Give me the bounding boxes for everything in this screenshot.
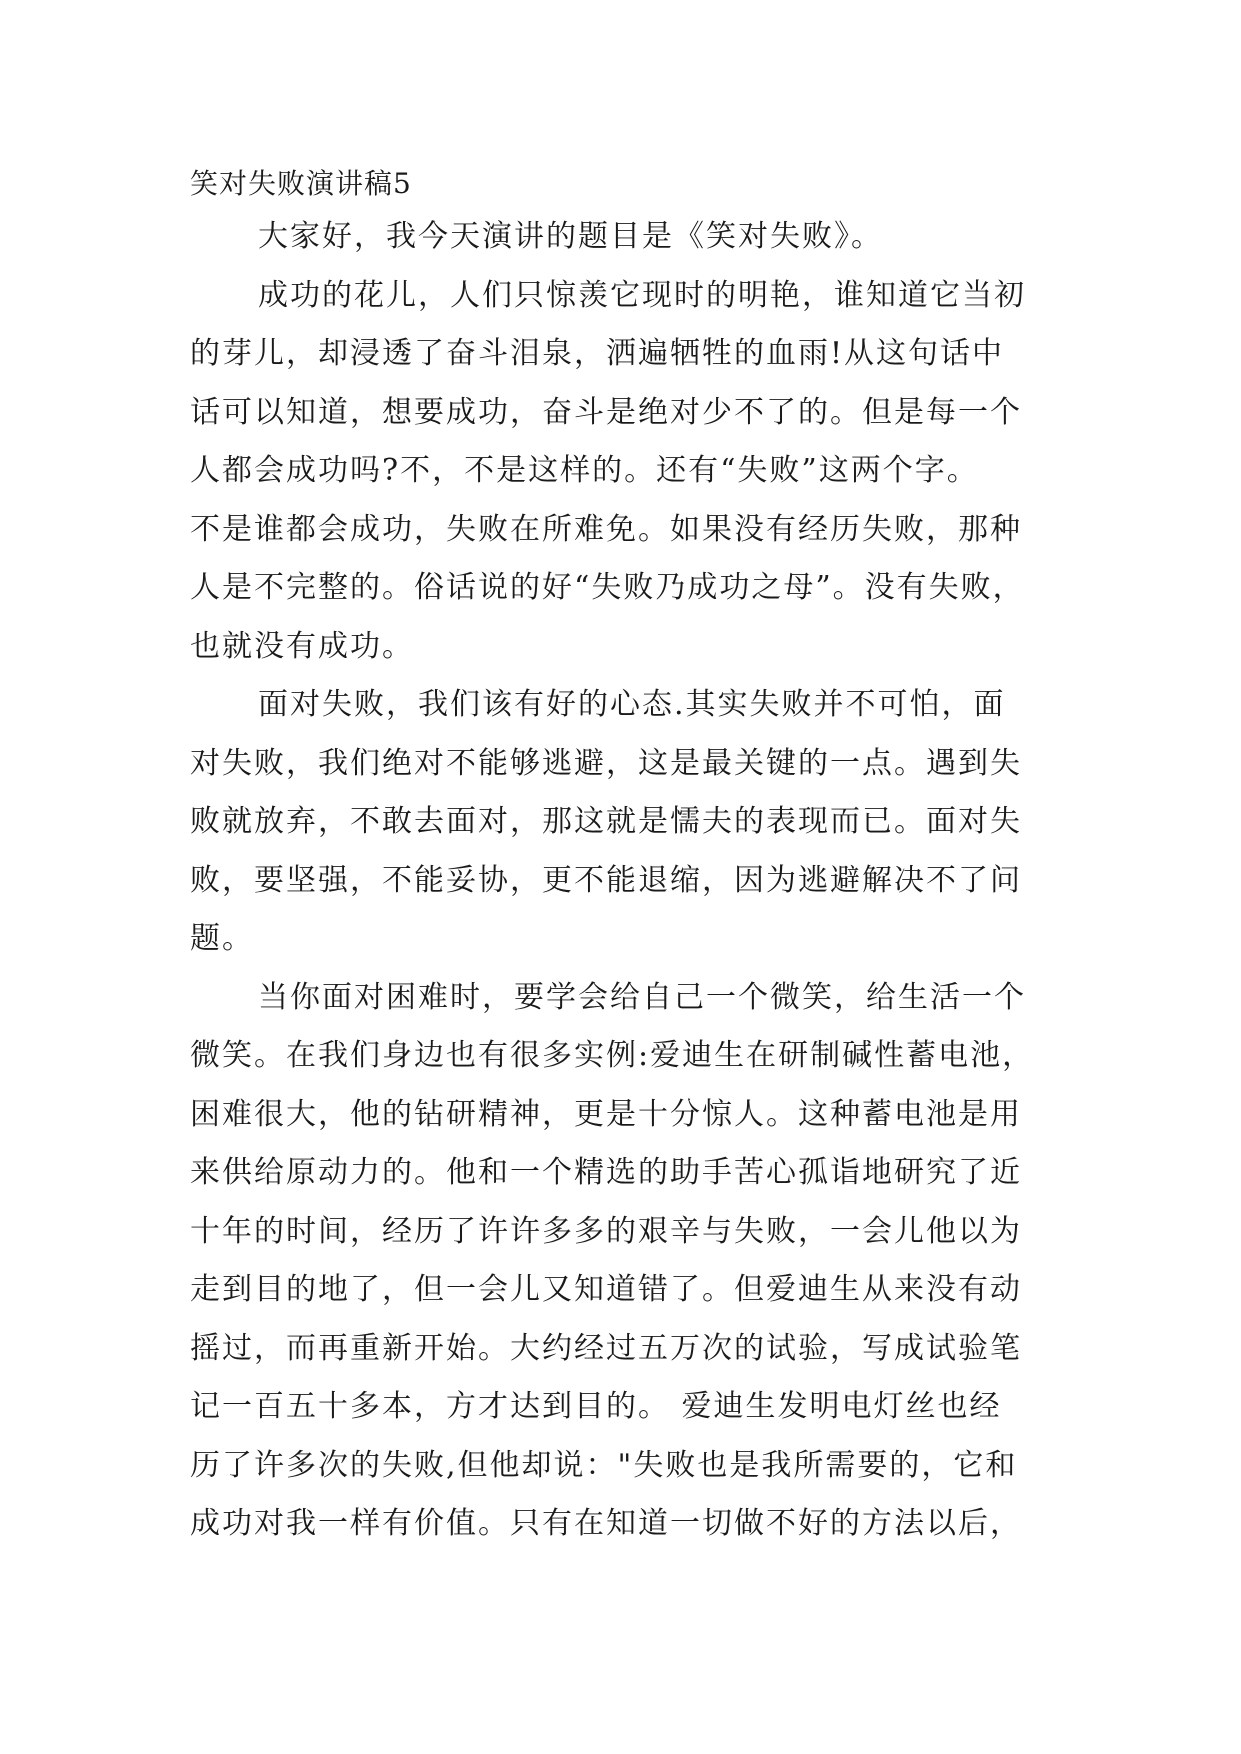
text-line: 人都会成功吗?不，不是这样的。还有“失败”这两个字。	[190, 453, 979, 488]
text-line: 败就放弃，不敢去面对，那这就是懦夫的表现而已。面对失	[190, 804, 1022, 839]
document-page	[190, 160, 1060, 1554]
text-line: 摇过，而再重新开始。大约经过五万次的试验，写成试验笔	[190, 1330, 1022, 1366]
text-line: 困难很大，他的钻研精神，更是十分惊人。这种蓄电池是用	[190, 1096, 1022, 1132]
text-line: 题。	[190, 921, 254, 956]
text-line: 对失败，我们绝对不能够逃避，这是最关键的一点。遇到失	[190, 745, 1022, 781]
text-line: 不是谁都会成功，失败在所难免。如果没有经历失败，那种	[190, 511, 1022, 547]
text-line: 的芽儿，却浸透了奋斗泪泉，洒遍牺牲的血雨!从这句话中	[190, 336, 1005, 371]
text-line: 大家好，我今天演讲的题目是《笑对失败》。	[258, 219, 883, 254]
text-line: 十年的时间，经历了许许多多的艰辛与失败，一会儿他以为	[190, 1213, 1022, 1249]
text-line: 成功对我一样有价值。只有在知道一切做不好的方法以后，	[190, 1506, 1022, 1541]
text-line: 成功的花儿，人们只惊羡它现时的明艳，谁知道它当初	[258, 277, 1026, 313]
text-line: 历了许多次的失败,但他却说："失败也是我所需要的，它和	[190, 1447, 1018, 1483]
text-line: 人是不完整的。俗话说的好“失败乃成功之母”。没有失败，	[190, 570, 1025, 605]
text-line: 走到目的地了，但一会儿又知道错了。但爱迪生从来没有动	[190, 1272, 1022, 1307]
text-line: 面对失败，我们该有好的心态.其实失败并不可怕，面	[258, 687, 1006, 722]
text-line: 来供给原动力的。他和一个精选的助手苦心孤诣地研究了近	[190, 1155, 1022, 1190]
text-line: 话可以知道，想要成功，奋斗是绝对少不了的。但是每一个	[190, 394, 1022, 430]
text-line: 微笑。在我们身边也有很多实例:爱迪生在研制碱性蓄电池，	[190, 1038, 1035, 1073]
document-title: 笑对失败演讲稿5	[190, 167, 412, 200]
text-line: 当你面对困难时，要学会给自己一个微笑，给生活一个	[258, 979, 1026, 1015]
text-line: 败，要坚强，不能妥协，更不能退缩，因为逃避解决不了问	[190, 862, 1022, 898]
document-body	[190, 208, 1060, 1554]
text-line: 记一百五十多本，方才达到目的。 爱迪生发明电灯丝也经	[190, 1389, 1002, 1424]
text-line: 也就没有成功。	[190, 628, 414, 664]
